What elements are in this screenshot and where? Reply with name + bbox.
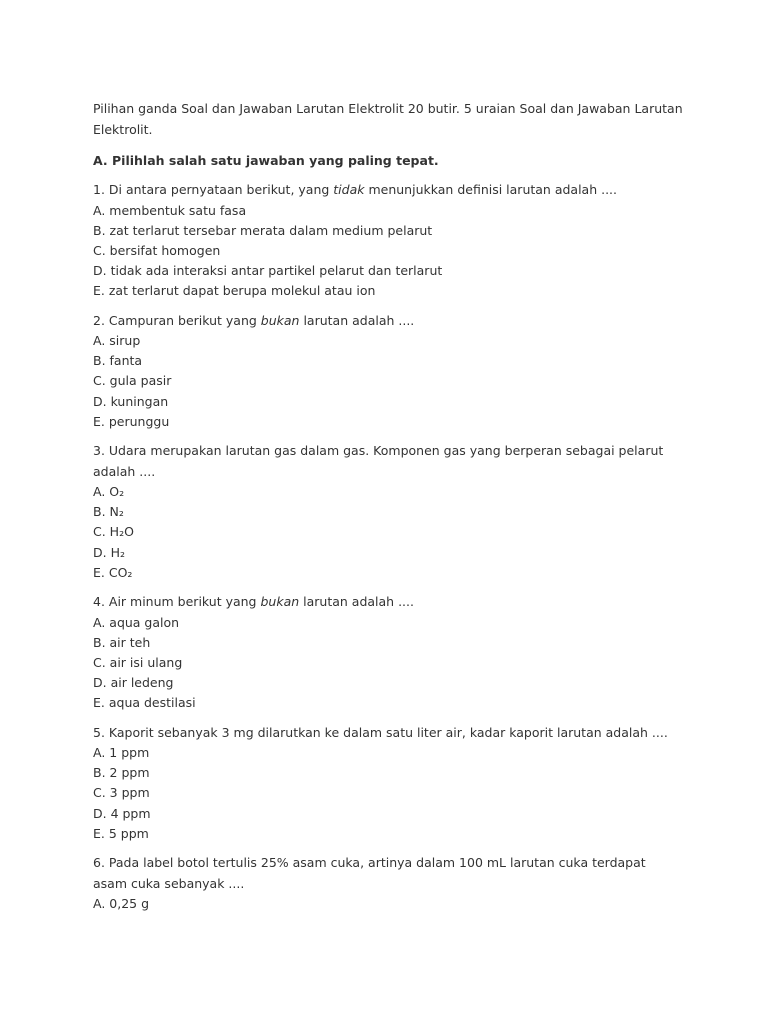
question-1-emphasis: tidak [333, 182, 365, 197]
question-3-option-c: C. H₂O [93, 524, 134, 540]
question-2-option-d: D. kuningan [93, 393, 169, 409]
question-5-option-a: A. 1 ppm [93, 745, 150, 761]
question-4-option-b: B. air teh [93, 634, 151, 650]
question-3-option-e: E. CO₂ [93, 564, 133, 580]
question-4 [93, 592, 683, 714]
question-3-text: 3. Udara merupakan larutan gas dalam gas. Komponen gas yang berperan sebagai pelarut adalah .... [93, 443, 664, 479]
question-6 [93, 853, 683, 914]
question-4-option-e: E. aqua destilasi [93, 695, 196, 711]
question-5-text: 5. Kaporit sebanyak 3 mg dilarutkan ke dalam satu liter air, kadar kaporit larutan adalah .... [93, 724, 668, 740]
question-3 [93, 441, 683, 583]
question-1-option-d: D. tidak ada interaksi antar partikel pelarut dan terlarut [93, 263, 443, 279]
question-3-option-d: D. H₂ [93, 544, 125, 560]
question-4-option-d: D. air ledeng [93, 675, 174, 691]
question-3-option-a: A. O₂ [93, 484, 125, 500]
question-1 [93, 180, 683, 302]
question-2-option-c: C. gula pasir [93, 373, 172, 389]
question-6-option-a: A. 0,25 g [93, 896, 150, 912]
question-1-option-e: E. zat terlarut dapat berupa molekul atau ion [93, 283, 376, 299]
question-5-option-e: E. 5 ppm [93, 825, 149, 841]
question-1-option-c: C. bersifat homogen [93, 242, 221, 258]
question-3-option-b: B. N₂ [93, 504, 124, 520]
question-2-text: 2. Campuran berikut yang bukan larutan adalah .... [93, 312, 415, 328]
question-4-option-a: A. aqua galon [93, 614, 180, 630]
question-1-option-a: A. membentuk satu fasa [93, 202, 247, 218]
question-2-option-b: B. fanta [93, 353, 143, 369]
question-5-option-d: D. 4 ppm [93, 805, 151, 821]
question-1-option-b: B. zat terlarut tersebar merata dalam medium pelarut [93, 222, 433, 238]
document-page [93, 98, 683, 923]
intro-paragraph: Pilihan ganda Soal dan Jawaban Larutan Elektrolit 20 butir. 5 uraian Soal dan Jawaban Larutan Elektrolit. [93, 101, 683, 137]
section-heading: A. Pilihlah salah satu jawaban yang paling tepat. [93, 153, 439, 168]
question-2-emphasis: bukan [260, 312, 300, 328]
question-5-option-c: C. 3 ppm [93, 785, 150, 801]
question-2-option-a: A. sirup [93, 333, 141, 349]
question-4-option-c: C. air isi ulang [93, 654, 183, 670]
question-5-option-b: B. 2 ppm [93, 765, 150, 781]
question-2-option-e: E. perunggu [93, 413, 170, 429]
question-1-text: 1. Di antara pernyataan berikut, yang tidak menunjukkan definisi larutan adalah .... [93, 182, 617, 197]
question-6-text: 6. Pada label botol tertulis 25% asam cuka, artinya dalam 100 mL larutan cuka terdapat asam cuka sebanyak .... [93, 855, 646, 891]
question-4-text: 4. Air minum berikut yang bukan larutan adalah .... [93, 594, 414, 610]
question-2 [93, 311, 683, 433]
question-5 [93, 723, 683, 845]
question-4-emphasis: bukan [260, 594, 300, 610]
